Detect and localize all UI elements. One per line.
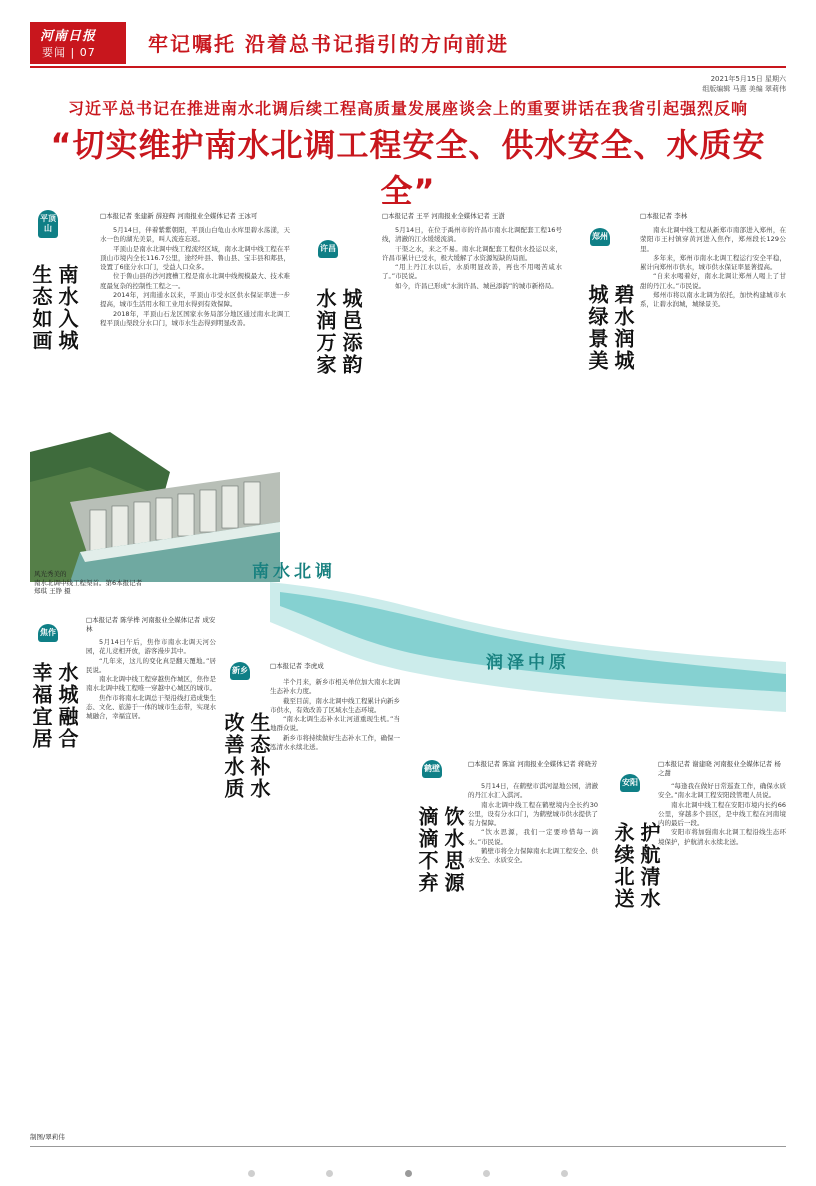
article-title-jiaozuo [28, 662, 80, 882]
page-pager [0, 1162, 816, 1181]
paragraph: 郑州市将以南水北调为依托，加快构建城市水系，让碧水润城，城绿景美。 [640, 291, 786, 309]
date-line [702, 74, 786, 94]
pager-dot[interactable] [248, 1170, 255, 1177]
paragraph: 干渠之水，来之不易。南水北调配套工程供水投运以来，许昌市累计已受水，极大缓解了水资源短缺的局面。 [382, 244, 562, 262]
caption-line: 郑琪 王铮 摄 [34, 587, 71, 595]
paragraph: “南水北调生态补水让河道重现生机。”当地群众说。 [270, 715, 400, 733]
article-body-hebi [468, 782, 598, 1118]
paragraph: 鹤壁市将全力保障南水北调工程安全、供水安全、水质安全。 [468, 847, 598, 865]
article-body-jiaozuo [86, 638, 216, 1118]
pager-dot[interactable] [561, 1170, 568, 1177]
paragraph: 南水北调中线工程在鹤壁境内全长约30公里，设有分水口门，为鹤壁城市供水提供了有力保障。 [468, 800, 598, 828]
byline: □本报记者 李林 [640, 212, 688, 220]
newspaper-page [30, 22, 786, 1152]
article-body-xinxiang [270, 678, 400, 1118]
sub-headline: 习近平总书记在推进南水北调后续工程高质量发展座谈会上的重要讲话在我省引起强烈反响 [67, 99, 748, 118]
title-line: 生态如画 [29, 264, 53, 352]
paragraph: 5月14日，伴着紫紫朝阳，平顶山白龟山水库里碧水荡漾，天水一色的湖光美景，叫人流连忘返。 [100, 226, 290, 244]
paragraph: 截至目前，南水北调中线工程累计向新乡市供水，有效改善了区域水生态环境。 [270, 696, 400, 714]
footer-credit: 制图/翠莉伟 [30, 1133, 65, 1141]
city-badge-pingdingshan: 平顶山 [38, 210, 58, 238]
title-line: 水润万家 [313, 288, 337, 376]
paragraph: 5月14日午后，焦作市南水北调天河公园，花儿竞相开放，游客漫步其中。 [86, 638, 216, 656]
paragraph: 位于鲁山县的沙河渡槽工程是南水北调中线规模最大、技术难度最复杂的控制性工程之一。 [100, 272, 290, 290]
article-body-zhengzhou [640, 226, 786, 596]
title-line: 城绿景美 [585, 284, 609, 372]
paragraph: “饮水思源，我们一定要珍惜每一滴水。”市民说。 [468, 828, 598, 846]
paragraph: 南水北调中线工程在安阳市境内长约66公里，穿越多个县区，是中线工程在河南境内的最后一段。 [658, 800, 786, 828]
title-line: 滴滴不弃 [415, 806, 439, 894]
byline: □本报记者 陈富 河南报业全媒体记者 蒋晓芳 [468, 760, 598, 768]
footer-divider [30, 1146, 786, 1147]
paragraph: 南水北调中线工程穿越焦作城区，焦作是南水北调中线工程唯一穿越中心城区的城市。 [86, 675, 216, 693]
title-line: 饮水思源 [441, 806, 465, 894]
title-line: 碧水润城 [611, 284, 635, 372]
city-badge-xinxiang: 新乡 [230, 662, 250, 680]
article-body-xuchang [382, 226, 562, 586]
title-line: 城邑添韵 [339, 288, 363, 376]
paragraph: 半个月来，新乡市相关单位加大南水北调生态补水力度。 [270, 678, 400, 696]
paragraph: 如今，许昌已形成“水润许昌、城邑添韵”的城市新格局。 [395, 281, 558, 290]
byline: □本报记者 张建新 薛迎辉 河南报业全媒体记者 王冰可 [100, 212, 258, 220]
byline: □本报记者 陈学桦 河南报业全媒体记者 成安林 [86, 616, 216, 633]
byline: □本报记者 王平 河南报业全媒体记者 王澍 [382, 212, 505, 220]
title-line: 水城融合 [55, 662, 79, 750]
paragraph: “几年来，这儿的变化真是翻天覆地。”居民说。 [86, 656, 216, 674]
title-line: 改善水质 [221, 712, 245, 800]
paragraph: 安阳市将加强南水北调工程沿线生态环境保护，护航清水永续北送。 [658, 828, 786, 846]
paragraph: 多年来，郑州市南水北调工程运行安全平稳，累计向郑州市供水，城市供水保证率显著提高。 [640, 253, 786, 272]
article-title-xuchang [312, 288, 364, 488]
city-badge-anyang: 安阳 [620, 774, 640, 792]
canal-label-runzezhongyuan: 润泽中原 [486, 653, 570, 673]
title-line: 护航清水 [637, 822, 661, 910]
caption-line: 风光秀美的 [34, 570, 67, 578]
pager-dot[interactable] [326, 1170, 333, 1177]
section-label: 要闻 | 07 [42, 46, 96, 59]
main-headline: “切实维护南水北调工程安全、供水安全、水质安全” [50, 126, 766, 210]
title-line: 南水入城 [55, 264, 79, 352]
paragraph: “自来水喝着好，南水北调让郑州人喝上了甘甜的丹江水。”市民说。 [640, 272, 786, 290]
banner-title: 牢记嘱托 沿着总书记指引的方向前进 [148, 32, 509, 56]
paragraph: 平顶山是南水北调中线工程流经区域，南水北调中线工程在平顶山市境内全长116.7公里，途经叶县、鲁山县、宝丰县和郏县，设置了6座分水口门，受益人口众多。 [100, 244, 290, 272]
caption-line: 南水北调中线工程渠首。第6本报记者 [34, 578, 143, 587]
city-badge-hebi: 鹤壁 [422, 760, 442, 778]
title-line: 生态补水 [247, 712, 271, 800]
title-line: 幸福宜居 [29, 662, 53, 750]
byline: □本报记者 李虎成 [270, 662, 324, 670]
newspaper-logo[interactable] [30, 22, 126, 64]
paragraph: 2014年，河南通水以来，平顶山市受水区供水保证率进一步提高，城市生活用水和工业用水得到有效保障。 [100, 291, 290, 309]
paragraph: “每逢我在做好日常巡查工作，确保水质安全。”南水北调工程安阳段管理人员说。 [658, 782, 786, 800]
pager-dot[interactable] [483, 1170, 490, 1177]
masthead [30, 22, 786, 64]
dam-photo[interactable] [30, 412, 280, 582]
paragraph: 5月14日，在鹤壁市淇河湿地公园，清澈的丹江水汇入淇河。 [468, 782, 598, 800]
canal-label-nanshuibeidiao: 南水北调 [252, 562, 336, 582]
article-title-hebi [414, 806, 466, 1026]
article-title-zhengzhou [584, 284, 636, 504]
paragraph: 焦作市将南水北调总干渠沿线打造成集生态、文化、旅游于一体的城市生态带，实现水城融合，幸福宜居。 [86, 693, 216, 721]
byline: □本报记者 谢建晓 河南报业全媒体记者 杨之甜 [658, 760, 781, 777]
article-title-anyang [610, 822, 662, 1042]
article-title-xinxiang [220, 712, 272, 912]
paragraph: 5月14日，在位于禹州市的许昌市南水北调配套工程16号线，清澈的江水缓缓流淌。 [382, 226, 562, 244]
paragraph: 2018年，平顶山石龙区国家水务局部分地区通过南水北调工程平顶山渠段分水口门，城市水生态得到明显改善。 [100, 309, 290, 327]
city-badge-jiaozuo: 焦作 [38, 624, 58, 642]
editor-credits: 组版编辑 马惠 美编 翠莉伟 [702, 85, 786, 93]
city-badge-xuchang: 许昌 [318, 240, 338, 258]
paragraph: 南水北调中线工程从新郑市南部进入郑州，在荥阳市王村镇穿黄河进入焦作，郑州段长129公里。 [640, 226, 786, 253]
title-line: 永续北送 [611, 822, 635, 910]
article-body-anyang [658, 782, 786, 1118]
paragraph: 新乡市将持续做好生态补水工作，确保一泓清水永续北送。 [270, 733, 400, 752]
city-badge-zhengzhou: 郑州 [590, 228, 610, 246]
paragraph: “用上丹江水以后，水质明显改善，再也不用喝苦咸水了。”市民说。 [382, 263, 562, 281]
pager-dot-active[interactable] [405, 1170, 412, 1177]
masthead-divider [30, 66, 786, 68]
issue-date: 2021年5月15日 星期六 [710, 75, 786, 83]
logo-text: 河南日报 [40, 29, 97, 44]
